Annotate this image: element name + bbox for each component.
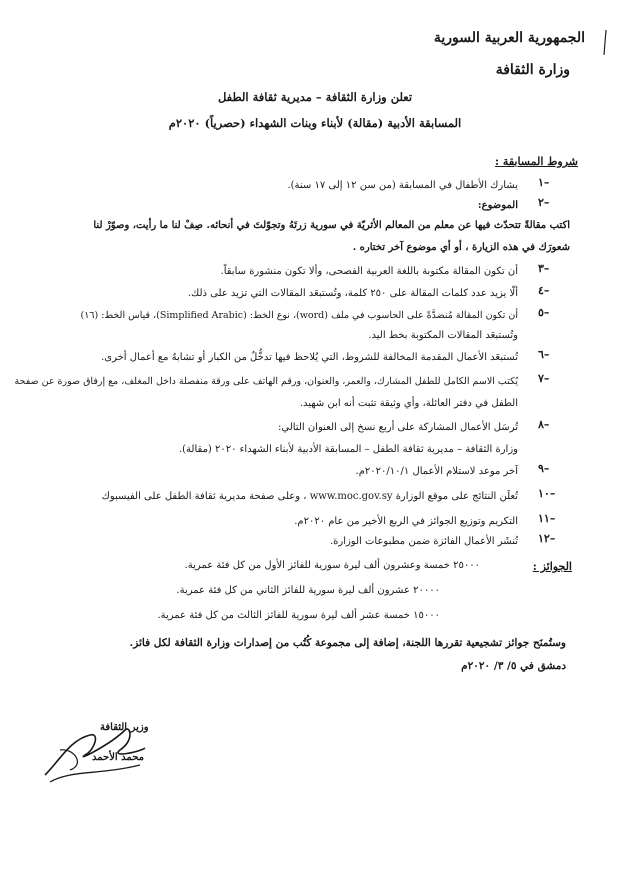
- closing-note: وستُمنَح جوائز تشجيعية تقررها اللجنة، إضافة إلى مجموعة كُتُب من إصدارات وزارة الثقافة لكل فائز.: [129, 637, 566, 649]
- signature-name: محمد الأحمد: [92, 752, 145, 763]
- condition-item-11: [0, 512, 630, 532]
- item-text: أن تكون المقالة مكتوبة باللغة العربية الفصحى، وألا تكون منشورة سابقاً.: [220, 266, 518, 277]
- condition-item-1: [0, 176, 630, 196]
- item-text: أن تكون المقالة مُنضدَّةً على الحاسوب في ملف (word)، نوع الخط: (Simplified Arabic)، قياس الخط: (١٦): [80, 310, 518, 321]
- item-text: يُكتب الاسم الكامل للطفل المشارك، والعمر، والعنوان، ورقم الهاتف على ورقة منفصلة داخل المغلف، مع إرفاق صورة عن صفحة: [14, 376, 518, 387]
- condition-item-8-address: [0, 440, 630, 460]
- item-text: آخر موعد لاستلام الأعمال ٢٠٢٠/١٠/١م.: [355, 466, 518, 477]
- conditions-title: شروط المسابقة :: [495, 155, 578, 168]
- item-text: اكتب مقالةً تتحدّث فيها عن معلم من المعالم الأثريّة في سورية زرتَهُ وتجوّلتَ في أنحائه. صِفْ لنا ما رأيت، وصوّرْ لنا: [93, 220, 570, 231]
- prize-third: ١٥٠٠٠ خمسة عشر ألف ليرة سورية للفائز الثالث من كل فئة عمرية.: [157, 610, 440, 621]
- condition-item-5: [0, 306, 630, 326]
- item-text: تُعلَن النتائج على موقع الوزارة www.moc.gov.sy ، وعلى صفحة مديرية ثقافة الطفل على الفيسبوك: [101, 491, 518, 502]
- condition-item-6: [0, 348, 630, 368]
- item-text: التكريم وتوزيع الجوائز في الربع الأخير من عام ٢٠٢٠م.: [294, 516, 518, 527]
- prize-first: ٢٥٠٠٠ خمسة وعشرون ألف ليرة سورية للفائز الأول من كل فئة عمرية.: [184, 560, 480, 571]
- item-text: تُرسَل الأعمال المشاركة على أربع نسخ إلى العنوان التالي:: [278, 422, 518, 433]
- item-number: ٤–: [538, 284, 550, 297]
- prizes-title: الجوائز :: [532, 560, 572, 573]
- item-text: وتُستبعَد المقالات المكتوبة بخط اليد.: [368, 330, 518, 341]
- item-text: الموضوع:: [477, 200, 518, 211]
- item-number: ٢–: [538, 196, 550, 209]
- item-number: ٩–: [538, 462, 550, 475]
- country-heading: الجمهورية العربية السورية: [433, 30, 585, 46]
- condition-item-2-line-1: [0, 216, 630, 236]
- announcement-line-1: تعلن وزارة الثقافة – مديرية ثقافة الطفل: [217, 90, 413, 104]
- condition-item-2: [0, 196, 630, 216]
- item-number: ١–: [538, 176, 550, 189]
- item-number: ٥–: [538, 306, 550, 319]
- announcement-line-2: المسابقة الأدبية (مقالة) لأبناء وبنات الشهداء (حصرياً) ٢٠٢٠م: [168, 116, 462, 130]
- item-number: ٦–: [538, 348, 550, 361]
- prize-second: ٢٠٠٠٠ عشرون ألف ليرة سورية للفائز الثاني من كل فئة عمرية.: [176, 585, 440, 596]
- condition-item-10: [0, 487, 630, 507]
- item-number: ٨–: [538, 418, 550, 431]
- margin-mark: [602, 30, 610, 55]
- item-text: ألّا يزيد عدد كلمات المقالة على ٢٥٠ كلمة، وتُستبعَد المقالات التي تزيد على ذلك.: [187, 288, 518, 299]
- condition-item-7-cont: [0, 394, 630, 414]
- item-text: شعورَك في هذه الزيارة ، أو أي موضوع آخر تختاره .: [352, 242, 570, 253]
- condition-item-5-cont: [0, 326, 630, 346]
- signature-title: وزير الثقافة: [100, 722, 149, 733]
- item-number: ١١–: [538, 512, 556, 525]
- item-number: ٧–: [538, 372, 550, 385]
- item-text: الطفل في دفتر العائلة، وأي وثيقة تثبت أنه ابن شهيد.: [299, 398, 518, 409]
- condition-item-3: [0, 262, 630, 282]
- condition-item-9: [0, 462, 630, 482]
- condition-item-4: [0, 284, 630, 304]
- item-text: وزارة الثقافة – مديرية ثقافة الطفل – المسابقة الأدبية لأبناء الشهداء ٢٠٢٠ (مقالة).: [178, 444, 518, 455]
- issue-date: دمشق في ٥/ ٣/ ٢٠٢٠م: [461, 660, 566, 672]
- item-number: ١٢–: [538, 532, 556, 545]
- condition-item-8: [0, 418, 630, 438]
- condition-item-12: [0, 532, 630, 552]
- ministry-heading: وزارة الثقافة: [495, 62, 570, 78]
- condition-item-2-line-2: [0, 238, 630, 258]
- item-text: تُنشَر الأعمال الفائزة ضمن مطبوعات الوزارة.: [329, 536, 518, 547]
- item-text: تُستبعَد الأعمال المقدمة المخالفة للشروط، التي يُلاحظ فيها تدخُّلٌ من الكبار أو تشابهٌ مع أعمال أخرى.: [101, 352, 518, 363]
- item-number: ١٠–: [538, 487, 556, 500]
- condition-item-7: [0, 372, 630, 392]
- item-text: يشارك الأطفال في المسابقة (من سن ١٢ إلى ١٧ سنة).: [287, 180, 518, 191]
- item-number: ٣–: [538, 262, 550, 275]
